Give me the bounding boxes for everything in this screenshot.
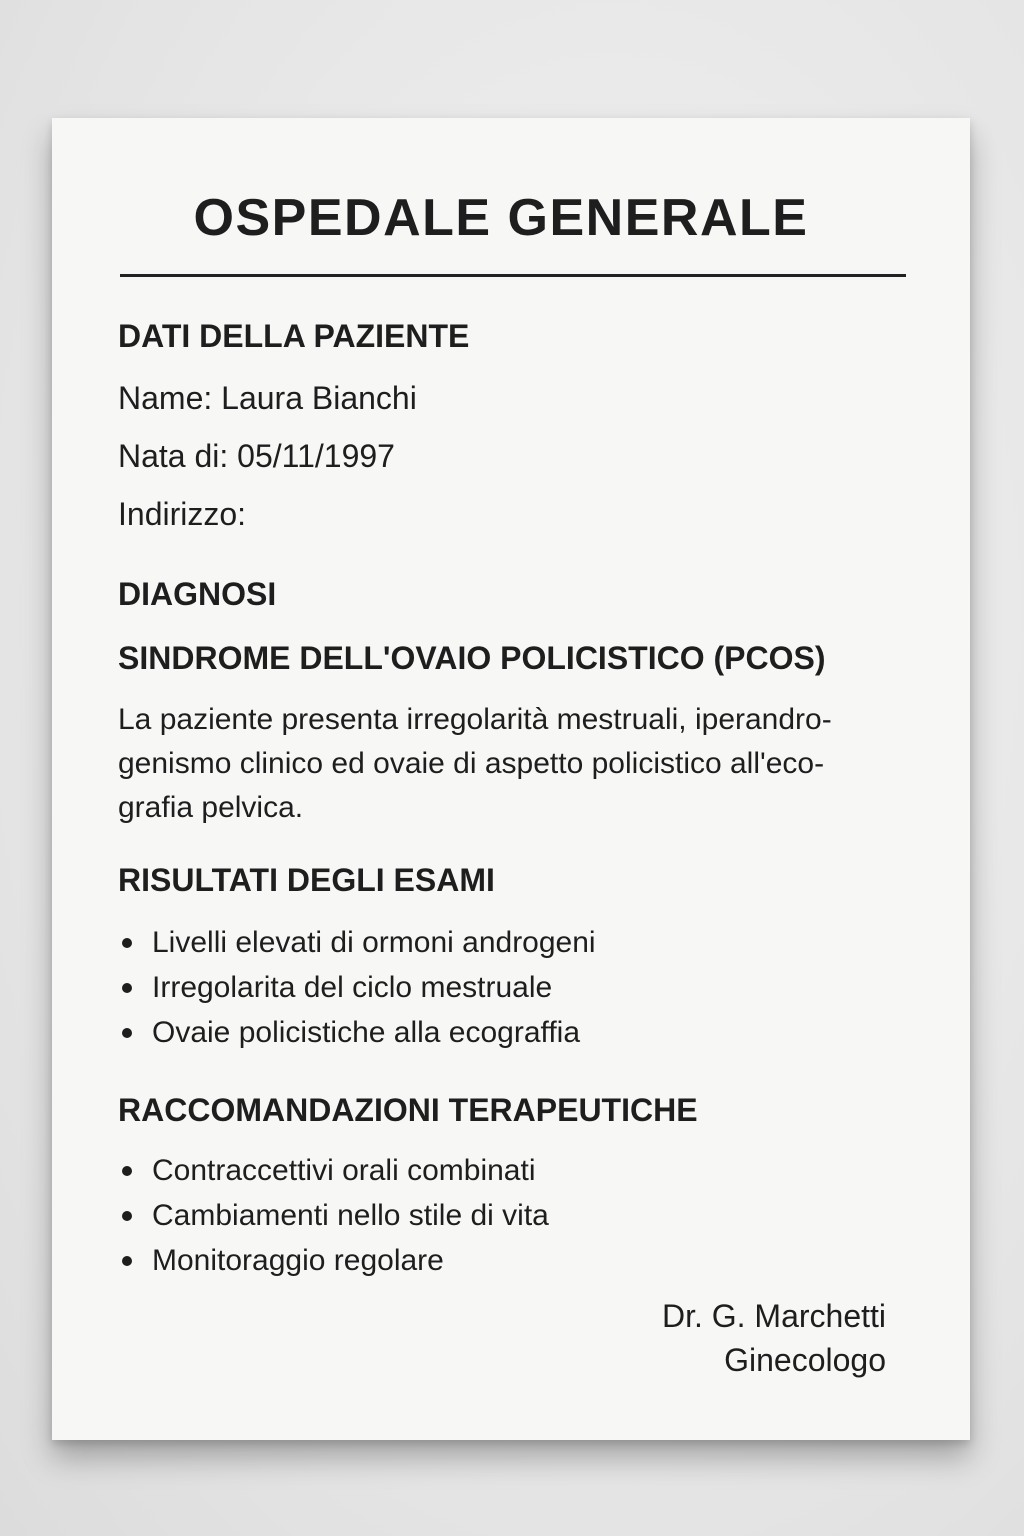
bullet-icon: [122, 983, 132, 993]
bullet-icon: [122, 1211, 132, 1221]
bullet-icon: [122, 1256, 132, 1266]
doctor-role: Ginecologo: [724, 1342, 886, 1378]
bullet-icon: [122, 1028, 132, 1038]
result-text: Livelli elevati di ormoni androgeni: [152, 926, 596, 959]
patient-name-row: [118, 380, 417, 417]
results-section-heading: RISULTATI DEGLI ESAMI: [118, 862, 495, 898]
patient-section-heading: DATI DELLA PAZIENTE: [118, 318, 470, 354]
bullet-icon: [122, 1166, 132, 1176]
list-item: [118, 1193, 549, 1238]
diagnosis-description-line: grafia pelvica.: [118, 791, 304, 824]
list-item: [118, 1010, 596, 1055]
list-item: [118, 1148, 549, 1193]
patient-birth-row: [118, 438, 395, 475]
doctor-name: Dr. G. Marchetti: [661, 1298, 886, 1334]
patient-birth-value: 05/11/1997: [237, 438, 395, 474]
patient-address-label: Indirizzo:: [118, 496, 247, 532]
results-list: [118, 920, 596, 1055]
patient-birth-label: Nata di:: [118, 438, 229, 474]
therapy-list: [118, 1148, 549, 1283]
list-item: [118, 920, 596, 965]
diagnosis-description-line: genismo clinico ed ovaie di aspetto policistico all'eco-: [118, 747, 825, 780]
medical-report-sheet: [52, 118, 970, 1440]
list-item: [118, 1238, 549, 1283]
therapy-text: Cambiamenti nello stile di vita: [152, 1199, 549, 1232]
title-divider: [120, 274, 906, 277]
patient-name-label: Name:: [118, 380, 213, 416]
result-text: Ovaie policistiche alla ecograffia: [152, 1016, 581, 1049]
therapy-text: Contraccettivi orali combinati: [152, 1154, 536, 1187]
therapy-section-heading: RACCOMANDAZIONI TERAPEUTICHE: [118, 1092, 698, 1128]
hospital-name: OSPEDALE GENERALE: [193, 189, 809, 247]
diagnosis-section-heading: DIAGNOSI: [118, 576, 277, 612]
diagnosis-description: [118, 698, 918, 830]
therapy-text: Monitoraggio regolare: [152, 1244, 444, 1277]
diagnosis-description-line: La paziente presenta irregolarità mestruali, iperandro-: [118, 703, 832, 736]
doctor-signature: [662, 1294, 886, 1382]
patient-name-value: Laura Bianchi: [221, 380, 417, 416]
result-text: Irregolarita del ciclo mestruale: [152, 971, 553, 1004]
list-item: [118, 965, 596, 1010]
bullet-icon: [122, 938, 132, 948]
patient-address-row: [118, 496, 246, 533]
diagnosis-condition: SINDROME DELL'OVAIO POLICISTICO (PCOS): [118, 640, 826, 676]
